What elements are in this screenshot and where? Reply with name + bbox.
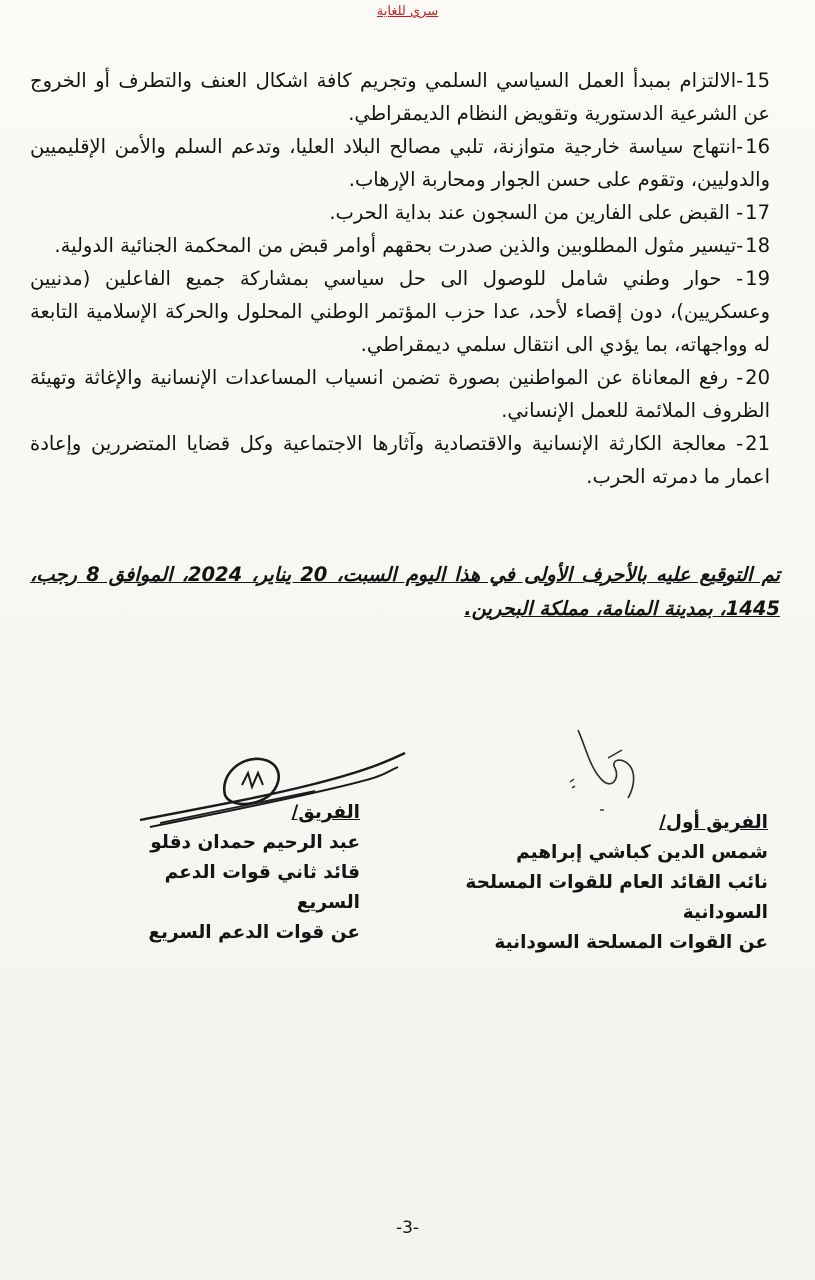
clause-number: 19 bbox=[745, 267, 770, 290]
signature-right-drawing bbox=[560, 718, 660, 818]
clause-number: 15 bbox=[745, 69, 770, 92]
clause-text: الالتزام بمبدأ العمل السياسي السلمي وتجريم كافة اشكال العنف والتطرف أو الخروج عن الشرعية الدستورية وتقويض النظام الديمقراطي. bbox=[30, 69, 770, 125]
clause-text: تيسير مثول المطلوبين والذين صدرت بحقهم أوامر قبض من المحكمة الجنائية الدولية. bbox=[54, 234, 737, 257]
clause-separator: - bbox=[729, 201, 744, 224]
clause-number: 20 bbox=[745, 366, 770, 389]
signatory-org: عن قوات الدعم السريع bbox=[148, 922, 360, 943]
clause-text: القبض على الفارين من السجون عند بداية الحرب. bbox=[329, 201, 730, 224]
signatory-role: قائد ثاني قوات الدعم السريع bbox=[164, 862, 360, 913]
clause-text: رفع المعاناة عن المواطنين بصورة تضمن انسياب المساعدات الإنسانية والإغاثة وتهيئة الظروف الملائمة للعمل الإنساني. bbox=[30, 366, 770, 422]
clause-number: 18 bbox=[745, 234, 770, 257]
page-number: -3- bbox=[395, 1218, 420, 1238]
clause-separator: - bbox=[736, 135, 744, 158]
clause-separator: - bbox=[726, 432, 744, 455]
clause-text: انتهاج سياسة خارجية متوازنة، تلبي مصالح البلاد العليا، وتدعم السلم والأمن الإقليميين والدوليين، وتقوم على حسن الجوار ومحاربة الإرهاب. bbox=[30, 135, 770, 191]
clause-number: 21 bbox=[745, 432, 770, 455]
clause-18 bbox=[30, 229, 770, 262]
clause-separator: - bbox=[736, 69, 744, 92]
clause-20 bbox=[30, 361, 770, 427]
signatory-org: عن القوات المسلحة السودانية bbox=[494, 932, 768, 953]
signatory-title: الفريق/ bbox=[291, 802, 360, 823]
clause-19 bbox=[30, 262, 770, 361]
clause-list bbox=[30, 64, 770, 493]
clause-separator: - bbox=[736, 234, 744, 257]
signatory-role: نائب القائد العام للقوات المسلحة السودانية bbox=[465, 872, 768, 923]
clause-16 bbox=[30, 130, 770, 196]
clause-21 bbox=[30, 427, 770, 493]
confidential-stamp: سري للغاية bbox=[376, 4, 439, 19]
clause-17 bbox=[30, 196, 770, 229]
signing-statement: تم التوقيع عليه بالأحرف الأولى في هذا اليوم السبت، 20 يناير، 2024، الموافق 8 رجب، 1445، بمدينة المنامة، مملكة البحرين. bbox=[30, 562, 780, 620]
clause-15 bbox=[30, 64, 770, 130]
signatory-right bbox=[400, 808, 768, 958]
clause-text: معالجة الكارثة الإنسانية والاقتصادية وآثارها الاجتماعية وكل قضايا المتضررين وإعادة اعمار ما دمرته الحرب. bbox=[30, 432, 770, 488]
clause-number: 17 bbox=[745, 201, 770, 224]
signatory-name: عبد الرحيم حمدان دقلو bbox=[150, 832, 360, 853]
signatory-left bbox=[140, 798, 360, 948]
signatory-name: شمس الدين كباشي إبراهيم bbox=[516, 842, 768, 863]
clause-separator: - bbox=[728, 366, 744, 389]
clause-text: حوار وطني شامل للوصول الى حل سياسي بمشاركة جميع الفاعلين (مدنيين وعسكريين)، دون إقصاء لأحد، عدا حزب المؤتمر الوطني المحلول والحركة الإسلامية التابعة له وواجهاته، بما يؤدي الى انتقال سلمي ديمقراطي. bbox=[30, 267, 770, 356]
clause-number: 16 bbox=[745, 135, 770, 158]
signatory-title: الفريق أول/ bbox=[659, 812, 768, 833]
clause-separator: - bbox=[721, 267, 744, 290]
